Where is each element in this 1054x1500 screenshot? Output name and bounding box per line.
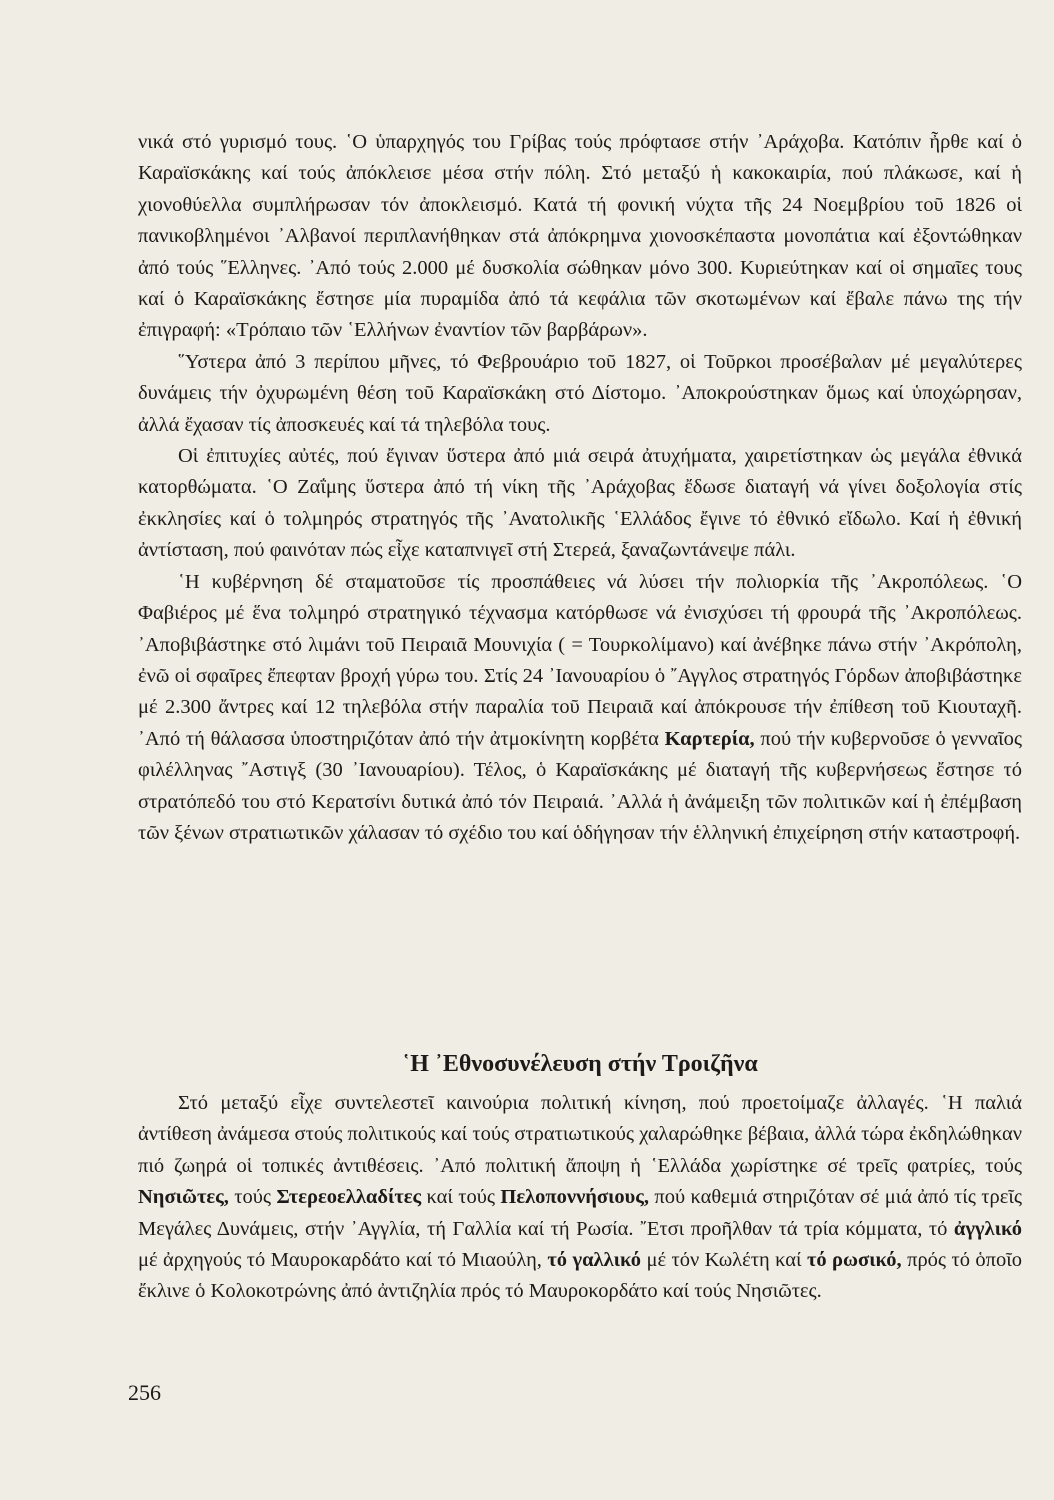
party-russian: τό ρωσικό, [806, 1249, 902, 1272]
section-heading: ῾Η ᾿Εθνοσυνέλευση στήν Τροιζῆνα [402, 1051, 758, 1077]
faction-peloponnesians: Πελοποννήσιους, [500, 1186, 650, 1209]
party-french: τό γαλλικό [547, 1249, 642, 1272]
paragraph-3: Οἱ ἐπιτυχίες αὐτές, πού ἔγιναν ὕστερα ἀπό μιά σειρά ἀτυχήματα, χαιρετίστηκαν ὡς μεγάλα ἐθνικά κατορθώματα. ῾Ο Ζαΐμης ὕστερα ἀπό τή νίκη τῆς ᾿Αράχοβας ἔδωσε διαταγή νά γίνει δοξολογία στίς ἐκκλησίες καί ὁ τολμηρός στρατηγός τῆς ᾿Ανατολικῆς ῾Ελλάδος ἔγινε τό ἐθνικό εἴδωλο. Καί ἡ ἐθνική ἀντίσταση, πού φαινόταν πώς εἶχε καταπνιγεῖ στή Στερεά, ξαναζωντάνεψε πάλι. [138, 445, 1022, 562]
body-text-section-2 [138, 1088, 1022, 1308]
paragraph-5-text-4: πού καθεμιά στηριζόταν σέ μιά ἀπό τίς τρεῖς Μεγάλες Δυνάμεις, στήν ᾿Αγγλία, τή Γαλλία καί τή Ρωσία. ῎Ετσι προῆλθαν τά τρία κόμματα, τό [138, 1186, 1022, 1240]
paragraph-2: ῞Υστερα ἀπό 3 περίπου μῆνες, τό Φεβρουάριο τοῦ 1827, οἱ Τοῦρκοι προσέβαλαν μέ μεγαλύτερες δυνάμεις τήν ὀχυρωμένη θέση τοῦ Καραϊσκάκη στό Δίστομο. ᾿Αποκρούστηκαν ὅμως καί ὑποχώρησαν, ἀλλά ἔχασαν τίς ἀποσκευές καί τά τηλεβόλα τους. [138, 350, 1022, 436]
paragraph-5-text-7: πρός τό ὁποῖο ἔκλινε ὁ Κολοκοτρώνης ἀπό ἀντιζηλία πρός τό Μαυροκορδάτο καί τούς Νησιῶτες. [138, 1249, 1022, 1303]
paragraph-1: νικά στό γυρισμό τους. ῾Ο ὑπαρχηγός του Γρίβας τούς πρόφτασε στήν ᾿Αράχοβα. Κατόπιν ἦρθε καί ὁ Καραϊσκάκης καί τούς ἀπόκλεισε μέσα στήν πόλη. Στό μεταξύ ἡ κακοκαιρία, πού πλάκωσε, καί ἡ χιονοθύελλα συμπλήρωσαν τόν ἀποκλεισμό. Κατά τή φονική νύχτα τῆς 24 Νοεμβρίου τοῦ 1826 οἱ πανικοβλημένοι ᾿Αλβανοί περιπλανήθηκαν στά ἀπόκρημνα χιονοσκέπαστα μονοπάτια καί ἐξοντώθηκαν ἀπό τούς ῞Ελληνες. ᾿Από τούς 2.000 μέ δυσκολία σώθηκαν μόνο 300. Κυριεύτηκαν καί οἱ σημαῖες τους καί ὁ Καραϊσκάκης ἔστησε μία πυραμίδα ἀπό τά κεφάλια τῶν σκοτωμένων καί ἔβαλε πάνω της τήν ἐπιγραφή: «Τρόπαιο τῶν ῾Ελλήνων ἐναντίον τῶν βαρβάρων». [138, 131, 1022, 342]
paragraph-5-text-3: καί τούς [421, 1186, 501, 1209]
paragraph-5-text-1: Στό μεταξύ εἶχε συντελεστεῖ καινούρια πολιτική κίνηση, πού προετοίμαζε ἀλλαγές. ῾Η παλιά ἀντίθεση ἀνάμεσα στούς πολιτικούς καί τούς στρατιωτικούς χαλαρώθηκε βέβαια, ἀλλά τώρα ἐκδηλώθηκαν πιό ζωηρά οἱ τοπικές ἀντιθέσεις. ᾿Από πολιτική ἄποψη ἡ ῾Ελλάδα χωρίστηκε σέ τρεῖς φατρίες, τούς [138, 1092, 1022, 1177]
page-number: 256 [128, 1380, 161, 1405]
paragraph-4-text-a: ῾Η κυβέρνηση δέ σταματοῦσε τίς προσπάθειες νά λύσει τήν πολιορκία τῆς ᾿Ακροπόλεως. ῾Ο Φαβιέρος μέ ἕνα τολμηρό στρατηγικό τέχνασμα κατόρθωσε νά ἐνισχύσει τή φρουρά τῆς ᾿Ακροπόλεως. ᾿Αποβιβάστηκε στό λιμάνι τοῦ Πειραιᾶ Μουνιχία ( = Τουρκολίμανο) καί ἀνέβηκε πάνω στήν ᾿Ακρόπολη, ἐνῶ οἱ σφαῖρες ἔπεφταν βροχή γύρω του. Στίς 24 ᾿Ιανουαρίου ὁ ῎Αγγλος στρατηγός Γόρδων ἀποβιβάστηκε μέ 2.300 ἄντρες καί 12 τηλεβόλα στήν παραλία τοῦ Πειραιᾶ καί ἀπόκρουσε τήν ἐπίθεση τοῦ Κιουταχῆ. ᾿Από τή θάλασσα ὑποστηριζόταν ἀπό τήν ἀτμοκίνητη κορβέτα [138, 570, 1022, 750]
paragraph-5-text-6: μέ τόν Κωλέτη καί [641, 1249, 807, 1272]
paragraph-5 [138, 1088, 1022, 1308]
paragraph-5-text-2: τούς [228, 1186, 277, 1209]
faction-mainlanders: Στερεοελλαδίτες [276, 1186, 422, 1209]
body-text-section-1 [138, 127, 1022, 849]
paragraph-4-text-b: πού τήν κυβερνοῦσε ὁ γενναῖος φιλέλληνας ῎Αστιγξ (30 ᾿Ιανουαρίου). Τέλος, ὁ Καραϊσκάκης μέ διαταγή τῆς κυβερνήσεως ἔστησε τό στρατόπεδό του στό Κερατσίνι δυτικά ἀπό τόν Πειραιά. ᾿Αλλά ἡ ἀνάμειξη τῶν πολιτικῶν καί ἡ ἐπέμβαση τῶν ξένων στρατιωτικῶν χάλασαν τό σχέδιο του καί ὁδήγησαν τήν ἑλληνική ἐπιχείρηση στήν καταστροφή. [138, 727, 1022, 844]
paragraph-5-text-5: μέ ἀρχηγούς τό Μαυροκαρδάτο καί τό Μιαούλη, [138, 1249, 548, 1272]
faction-islanders: Νησιῶτες, [138, 1186, 229, 1209]
party-english: ἀγγλικό [953, 1217, 1022, 1240]
ship-name-bold: Καρτερία, [664, 727, 755, 750]
paragraph-4 [138, 567, 1022, 850]
